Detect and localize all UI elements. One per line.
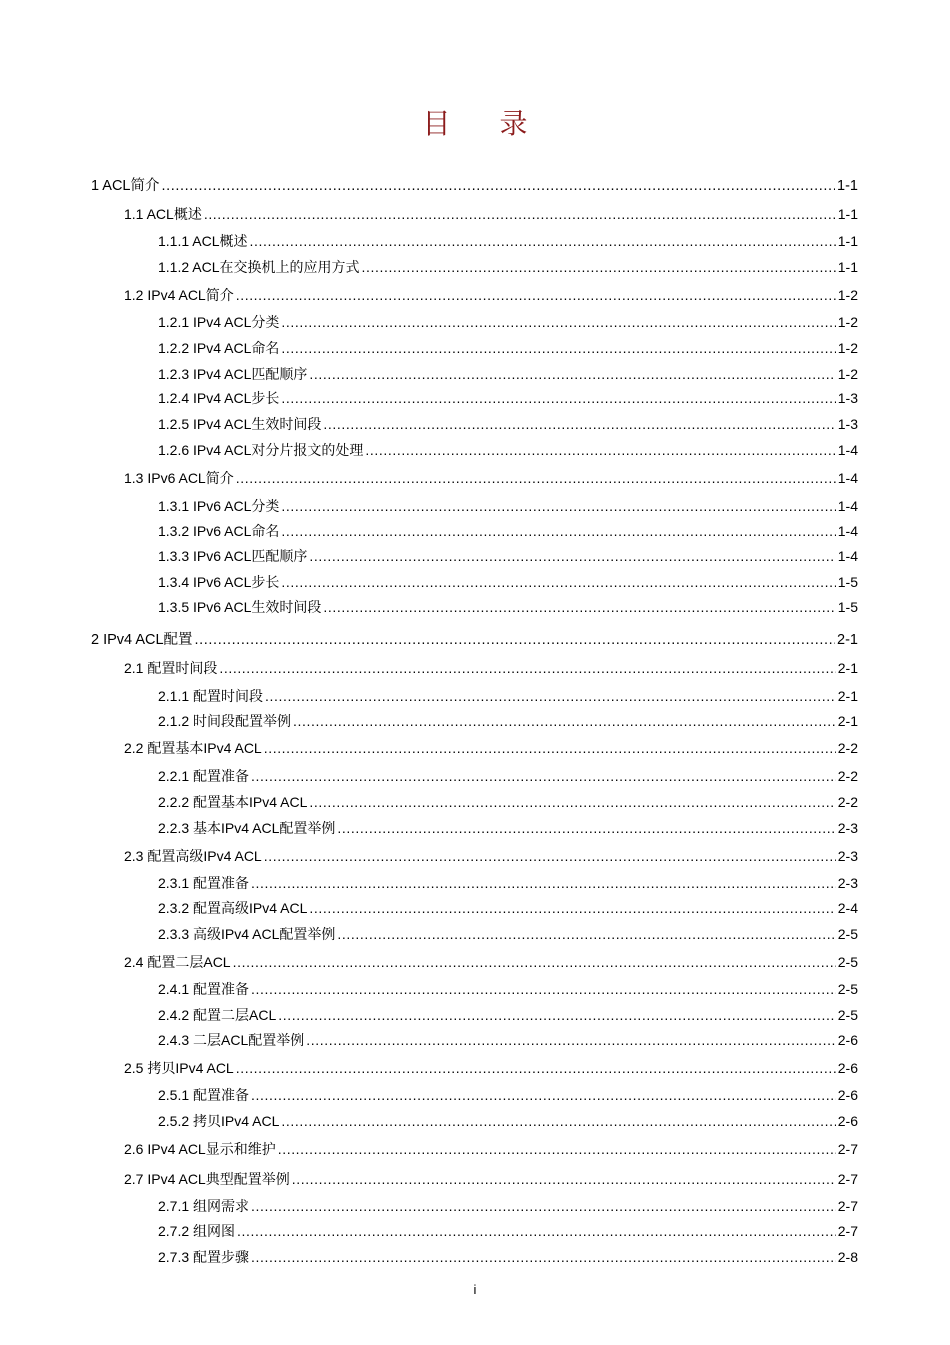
toc-entry-level3[interactable] [158, 496, 858, 516]
toc-dot-leader [281, 498, 835, 514]
toc-dot-leader [337, 926, 835, 942]
toc-dot-leader [323, 599, 835, 615]
page-number: i [473, 1282, 477, 1297]
toc-dot-leader [309, 366, 835, 382]
toc-entry-page: 2-7 [837, 1198, 858, 1214]
toc-entry-title: 1.3.5 IPv6 ACL生效时间段 [158, 599, 322, 615]
toc-entry-level3[interactable] [158, 1196, 858, 1216]
toc-entry-page: 2-2 [837, 768, 858, 784]
toc-dot-leader [265, 688, 836, 704]
toc-entry-title: 2.1 配置时间段 [124, 660, 218, 676]
toc-dot-leader [236, 287, 836, 303]
toc-entry-level3[interactable] [158, 414, 858, 434]
toc-entry-page: 2-5 [837, 926, 858, 942]
toc-entry-level2[interactable] [124, 1058, 858, 1078]
toc-dot-leader [337, 820, 835, 836]
toc-dot-leader [264, 740, 836, 756]
toc-entry-title: 2.5.2 拷贝IPv4 ACL [158, 1113, 280, 1129]
toc-entry-title: 2.4.3 二层ACL配置举例 [158, 1032, 305, 1048]
toc-entry-level3[interactable] [158, 231, 858, 251]
toc-entry-level3[interactable] [158, 686, 858, 706]
toc-dot-leader [309, 900, 835, 916]
toc-dot-leader [293, 713, 836, 729]
toc-entry-level3[interactable] [158, 924, 858, 944]
toc-entry-level3[interactable] [158, 338, 858, 358]
toc-dot-leader [278, 1141, 836, 1157]
toc-entry-level2[interactable] [124, 204, 858, 224]
toc-entry-title: 1.3 IPv6 ACL简介 [124, 470, 234, 486]
toc-entry-level2[interactable] [124, 952, 858, 972]
toc-dot-leader [251, 1249, 836, 1265]
toc-entry-level2[interactable] [124, 738, 858, 758]
toc-entry-title: 1.3.2 IPv6 ACL命名 [158, 523, 280, 539]
toc-entry-page: 1-1 [837, 206, 858, 222]
toc-dot-leader [281, 523, 835, 539]
toc-dot-leader [195, 632, 835, 648]
toc-entry-level3[interactable] [158, 1221, 858, 1241]
toc-entry-page: 2-4 [837, 900, 858, 916]
toc-entry-level3[interactable] [158, 440, 858, 460]
toc-entry-page: 1-4 [837, 523, 858, 539]
toc-dot-leader [251, 981, 836, 997]
toc-entry-title: 1.3.4 IPv6 ACL步长 [158, 574, 280, 590]
toc-dot-leader [281, 1113, 835, 1129]
toc-entry-title: 2.5.1 配置准备 [158, 1087, 250, 1103]
toc-entry-level3[interactable] [158, 1111, 858, 1131]
toc-entry-title: 2.4 配置二层ACL [124, 954, 231, 970]
toc-entry-level3[interactable] [158, 521, 858, 541]
toc-entry-level1[interactable] [91, 628, 858, 649]
toc-entry-level2[interactable] [124, 658, 858, 678]
toc-entry-page: 1-4 [837, 498, 858, 514]
toc-entry-page: 2-5 [837, 981, 858, 997]
toc-entry-level3[interactable] [158, 979, 858, 999]
toc-dot-leader [292, 1171, 836, 1187]
toc-entry-level3[interactable] [158, 873, 858, 893]
toc-entry-level3[interactable] [158, 546, 858, 566]
toc-entry-title: 2.2.1 配置准备 [158, 768, 250, 784]
toc-entry-page: 2-5 [837, 954, 858, 970]
toc-dot-leader [281, 390, 835, 406]
toc-entry-title: 1.3.3 IPv6 ACL匹配顺序 [158, 548, 308, 564]
toc-entry-title: 2.3.2 配置高级IPv4 ACL [158, 900, 308, 916]
toc-entry-title: 1 ACL简介 [91, 178, 160, 194]
toc-entry-page: 1-4 [837, 548, 858, 564]
toc-entry-page: 1-2 [837, 366, 858, 382]
toc-entry-level3[interactable] [158, 1085, 858, 1105]
toc-dot-leader [251, 875, 836, 891]
toc-entry-page: 2-6 [837, 1113, 858, 1129]
toc-entry-page: 1-2 [837, 314, 858, 330]
toc-entry-level2[interactable] [124, 846, 858, 866]
toc-dot-leader [251, 1198, 836, 1214]
toc-entry-title: 2.5 拷贝IPv4 ACL [124, 1060, 234, 1076]
toc-entry-page: 2-6 [837, 1032, 858, 1048]
toc-entry-page: 2-2 [837, 740, 858, 756]
toc-entry-level3[interactable] [158, 364, 858, 384]
toc-entry-page: 1-4 [837, 470, 858, 486]
toc-entry-page: 1-4 [837, 442, 858, 458]
toc-dot-leader [306, 1032, 836, 1048]
toc-entry-level1[interactable] [91, 174, 858, 195]
toc-entry-page: 2-5 [837, 1007, 858, 1023]
toc-dot-leader [362, 259, 836, 275]
toc-entry-title: 2 IPv4 ACL配置 [91, 632, 193, 648]
toc-entry-level3[interactable] [158, 597, 858, 617]
toc-entry-title: 1.3.1 IPv6 ACL分类 [158, 498, 280, 514]
toc-entry-level3[interactable] [158, 818, 858, 838]
toc-entry-title: 2.2 配置基本IPv4 ACL [124, 740, 262, 756]
toc-entry-title: 1.2.1 IPv4 ACL分类 [158, 314, 280, 330]
toc-dot-leader [281, 314, 835, 330]
toc-entry-page: 1-1 [837, 259, 858, 275]
toc-dot-leader [237, 1223, 836, 1239]
toc-entry-page: 1-2 [837, 287, 858, 303]
toc-entry-level3[interactable] [158, 257, 858, 277]
toc-entry-title: 1.2.6 IPv4 ACL对分片报文的处理 [158, 442, 364, 458]
toc-entry-title: 2.3 配置高级IPv4 ACL [124, 848, 262, 864]
toc-entry-title: 2.2.3 基本IPv4 ACL配置举例 [158, 820, 336, 836]
toc-entry-page: 2-1 [837, 632, 858, 648]
toc-dot-leader [264, 848, 836, 864]
toc-dot-leader [309, 794, 835, 810]
toc-dot-leader [219, 660, 835, 676]
toc-entry-title: 2.6 IPv4 ACL显示和维护 [124, 1141, 276, 1157]
toc-entry-level3[interactable] [158, 312, 858, 332]
toc-entry-page: 2-8 [837, 1249, 858, 1265]
toc-entry-page: 2-6 [837, 1087, 858, 1103]
toc-entry-level2[interactable] [124, 285, 858, 305]
toc-entry-title: 1.2 IPv4 ACL简介 [124, 287, 234, 303]
toc-entry-title: 2.1.2 时间段配置举例 [158, 713, 292, 729]
toc-entry-level3[interactable] [158, 766, 858, 786]
toc-entry-level3[interactable] [158, 711, 858, 731]
toc-dot-leader [250, 233, 836, 249]
toc-entry-page: 1-3 [837, 390, 858, 406]
toc-entry-page: 2-1 [837, 660, 858, 676]
toc-entry-page: 2-3 [837, 820, 858, 836]
toc-entry-title: 2.7.2 组网图 [158, 1223, 236, 1239]
toc-entry-title: 2.1.1 配置时间段 [158, 688, 264, 704]
toc-dot-leader [281, 574, 835, 590]
toc-entry-page: 2-7 [837, 1223, 858, 1239]
toc-dot-leader [204, 206, 836, 222]
toc-dot-leader [236, 1060, 836, 1076]
toc-entry-title: 1.2.3 IPv4 ACL匹配顺序 [158, 366, 308, 382]
toc-entry-title: 2.2.2 配置基本IPv4 ACL [158, 794, 308, 810]
toc-entry-page: 1-1 [837, 233, 858, 249]
toc-entry-page: 2-1 [837, 688, 858, 704]
toc-dot-leader [251, 768, 836, 784]
toc-entry-level3[interactable] [158, 388, 858, 408]
toc-entry-title: 1.1.2 ACL在交换机上的应用方式 [158, 259, 360, 275]
toc-entry-page: 1-5 [837, 599, 858, 615]
toc-entry-title: 2.4.1 配置准备 [158, 981, 250, 997]
toc-dot-leader [281, 340, 835, 356]
toc-entry-title: 1.2.4 IPv4 ACL步长 [158, 390, 280, 406]
toc-entry-level2[interactable] [124, 468, 858, 488]
toc-dot-leader [278, 1007, 836, 1023]
toc-entry-level3[interactable] [158, 1247, 858, 1267]
toc-entry-title: 1.1.1 ACL概述 [158, 233, 248, 249]
toc-entry-title: 2.7.1 组网需求 [158, 1198, 250, 1214]
toc-entry-page: 1-3 [837, 416, 858, 432]
toc-dot-leader [162, 178, 836, 194]
toc-entry-title: 1.2.5 IPv4 ACL生效时间段 [158, 416, 322, 432]
toc-entry-level2[interactable] [124, 1139, 858, 1159]
page-title: 目 录 [422, 107, 548, 140]
toc-entry-title: 1.1 ACL概述 [124, 206, 202, 222]
toc-entry-page: 2-1 [837, 713, 858, 729]
toc-entry-page: 2-6 [837, 1060, 858, 1076]
toc-entry-title: 2.3.3 高级IPv4 ACL配置举例 [158, 926, 336, 942]
toc-dot-leader [309, 548, 835, 564]
toc-entry-title: 2.3.1 配置准备 [158, 875, 250, 891]
toc-entry-title: 2.4.2 配置二层ACL [158, 1007, 277, 1023]
toc-entry-level2[interactable] [124, 1169, 858, 1189]
toc-entry-page: 1-1 [837, 178, 858, 194]
toc-entry-page: 1-2 [837, 340, 858, 356]
toc-entry-page: 1-5 [837, 574, 858, 590]
toc-entry-page: 2-7 [837, 1141, 858, 1157]
toc-entry-level3[interactable] [158, 792, 858, 812]
toc-entry-page: 2-2 [837, 794, 858, 810]
toc-entry-level3[interactable] [158, 1030, 858, 1050]
toc-dot-leader [323, 416, 835, 432]
toc-entry-title: 1.2.2 IPv4 ACL命名 [158, 340, 280, 356]
toc-entry-page: 2-7 [837, 1171, 858, 1187]
toc-entry-level3[interactable] [158, 898, 858, 918]
toc-entry-page: 2-3 [837, 848, 858, 864]
toc-dot-leader [233, 954, 836, 970]
toc-dot-leader [236, 470, 836, 486]
toc-dot-leader [365, 442, 835, 458]
toc-entry-page: 2-3 [837, 875, 858, 891]
toc-dot-leader [251, 1087, 836, 1103]
toc-entry-level3[interactable] [158, 1005, 858, 1025]
toc-entry-title: 2.7.3 配置步骤 [158, 1249, 250, 1265]
toc-entry-level3[interactable] [158, 572, 858, 592]
toc-entry-title: 2.7 IPv4 ACL典型配置举例 [124, 1171, 290, 1187]
